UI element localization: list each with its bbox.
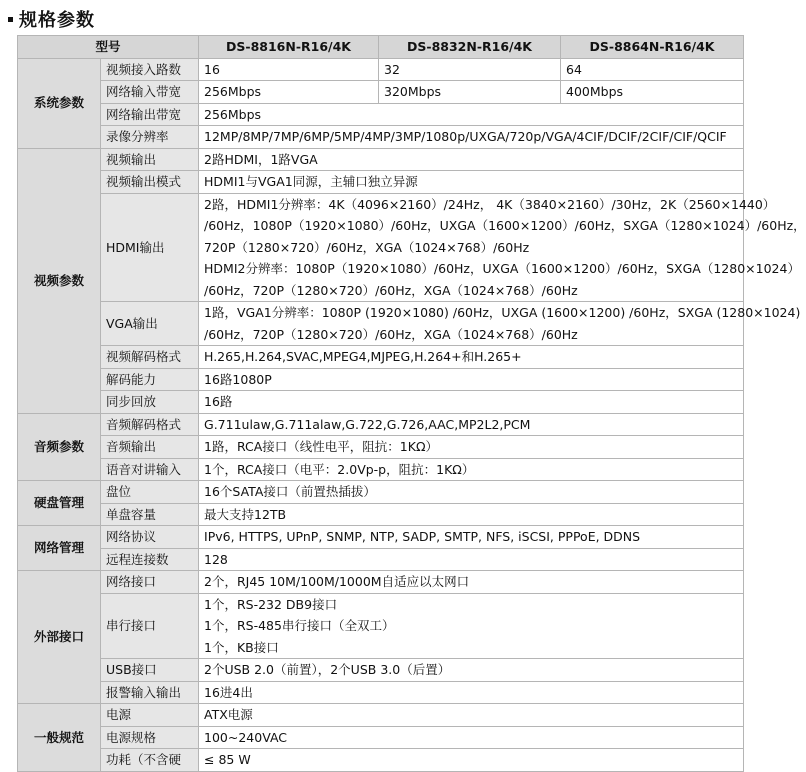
group-label: 系统参数 (18, 58, 101, 148)
row-value (199, 148, 744, 171)
value-line: HDMI1与VGA1同源，主辅口独立异源 (204, 174, 418, 189)
row-value: 64 (561, 58, 744, 81)
value-line: /60Hz，720P（1280×720）/60Hz，XGA（1024×768）/60Hz (204, 282, 578, 298)
header-model-label: 型号 (18, 36, 199, 59)
group-label: 音频参数 (18, 413, 101, 481)
table-row (18, 171, 744, 194)
table-row (18, 368, 744, 391)
table-row (18, 346, 744, 369)
row-label: 视频解码格式 (101, 346, 199, 369)
row-value (199, 458, 744, 481)
row-value (199, 481, 744, 504)
table-row (18, 193, 744, 302)
value-line: 1个，RCA接口（电平：2.0Vp-p，阻抗：1KΩ） (204, 461, 475, 477)
title-text: 规格参数 (19, 10, 95, 31)
row-label: 网络协议 (101, 526, 199, 549)
value-line: 2个USB 2.0（前置），2个USB 3.0（后置） (204, 662, 451, 677)
table-row (18, 548, 744, 571)
row-label: 同步回放 (101, 391, 199, 414)
value-line: 1个，RS-485串行接口（全双工） (204, 618, 395, 633)
value-line: /60Hz，1080P（1920×1080）/60Hz，UXGA（1600×1200）/60Hz，SXGA（1280×1024）/60Hz， (204, 218, 806, 233)
value-line: 256Mbps (204, 106, 262, 122)
table-row (18, 681, 744, 704)
row-value (199, 726, 744, 749)
table-row (18, 526, 744, 549)
value-line: 16进4出 (204, 684, 253, 700)
table-row (18, 503, 744, 526)
row-label: 网络输入带宽 (101, 81, 199, 104)
table-row (18, 436, 744, 459)
row-value (199, 436, 744, 459)
row-value (199, 413, 744, 436)
row-value (199, 503, 744, 526)
row-value (199, 593, 744, 659)
value-line: 最大支持12TB (204, 506, 287, 522)
row-value (199, 103, 744, 126)
row-value (199, 749, 744, 772)
row-value (199, 302, 801, 346)
value-line: ATX电源 (204, 707, 253, 722)
value-line: H.265,H.264,SVAC,MPEG4,MJPEG,H.264+和H.265+ (204, 349, 522, 364)
table-row (18, 749, 744, 772)
row-label: 视频输出模式 (101, 171, 199, 194)
row-value (199, 346, 744, 369)
value-line: 2路HDMI，1路VGA (204, 151, 318, 167)
value-line: ≤ 85 W (204, 752, 251, 767)
row-value (199, 659, 744, 682)
value-line: 16个SATA接口（前置热插拔） (204, 484, 376, 499)
row-value (199, 526, 744, 549)
table-row (18, 81, 744, 104)
value-line: G.711ulaw,G.711alaw,G.722,G.726,AAC,MP2L2,PCM (204, 416, 531, 432)
row-label: 报警输入输出 (101, 681, 199, 704)
table-row (18, 704, 744, 727)
table-row (18, 413, 744, 436)
table-row (18, 126, 744, 149)
row-value (199, 193, 806, 302)
table-row (18, 58, 744, 81)
table-row (18, 571, 744, 594)
row-label: 解码能力 (101, 368, 199, 391)
header-model: DS-8864N-R16/4K (561, 36, 744, 59)
row-value (199, 368, 744, 391)
row-label: 视频接入路数 (101, 58, 199, 81)
value-line: /60Hz，720P（1280×720）/60Hz，XGA（1024×768）/60Hz (204, 326, 578, 342)
table-row (18, 391, 744, 414)
value-line: 1个，KB接口 (204, 639, 279, 655)
row-label: 远程连接数 (101, 548, 199, 571)
row-value (199, 571, 744, 594)
row-value: 400Mbps (561, 81, 744, 104)
row-label: USB接口 (101, 659, 199, 682)
row-value (199, 126, 744, 149)
table-row (18, 726, 744, 749)
bullet-icon (8, 17, 13, 22)
value-line: 16路 (204, 394, 233, 409)
row-value (199, 704, 744, 727)
value-line: 12MP/8MP/7MP/6MP/5MP/4MP/3MP/1080p/UXGA/720p/VGA/4CIF/DCIF/2CIF/CIF/QCIF (204, 129, 727, 144)
row-label: 录像分辨率 (101, 126, 199, 149)
row-label: 视频输出 (101, 148, 199, 171)
value-line: 128 (204, 551, 228, 567)
row-value: 256Mbps (199, 81, 379, 104)
row-label: 功耗（不含硬 (101, 749, 199, 772)
row-label: HDMI输出 (101, 193, 199, 302)
row-value (199, 681, 744, 704)
group-label: 网络管理 (18, 526, 101, 571)
row-label: 语音对讲输入 (101, 458, 199, 481)
row-label: 网络输出带宽 (101, 103, 199, 126)
row-label: 盘位 (101, 481, 199, 504)
group-label: 外部接口 (18, 571, 101, 704)
page-title (8, 6, 95, 32)
value-line: 1路，VGA1分辨率：1080P (1920×1080) /60Hz，UXGA (1600×1200) /60Hz，SXGA (1280×1024) (204, 305, 801, 320)
value-line: 2个，RJ45 10M/100M/1000M自适应以太网口 (204, 574, 470, 589)
value-line: 2路，HDMI1分辨率：4K（4096×2160）/24Hz， 4K（3840×2160）/30Hz，2K（2560×1440） (204, 196, 776, 212)
value-line: 16路1080P (204, 371, 272, 387)
row-label: 单盘容量 (101, 503, 199, 526)
row-label: 音频解码格式 (101, 413, 199, 436)
table-row (18, 103, 744, 126)
table-header-row (18, 36, 744, 59)
table-row (18, 481, 744, 504)
table-row (18, 659, 744, 682)
group-label: 硬盘管理 (18, 481, 101, 526)
value-line: 720P（1280×720）/60Hz，XGA（1024×768）/60Hz (204, 239, 530, 255)
table-row (18, 458, 744, 481)
group-label: 一般规范 (18, 704, 101, 772)
table-row (18, 148, 744, 171)
value-line: 1个，RS-232 DB9接口 (204, 596, 338, 612)
group-label: 视频参数 (18, 148, 101, 413)
table-row (18, 593, 744, 659)
row-label: 串行接口 (101, 593, 199, 659)
row-label: VGA输出 (101, 302, 199, 346)
value-line: IPv6, HTTPS, UPnP, SNMP, NTP, SADP, SMTP, NFS, iSCSI, PPPoE, DDNS (204, 529, 641, 544)
row-value: 320Mbps (379, 81, 561, 104)
row-label: 网络接口 (101, 571, 199, 594)
table-row (18, 302, 744, 346)
row-value (199, 391, 744, 414)
row-value: 32 (379, 58, 561, 81)
header-model: DS-8816N-R16/4K (199, 36, 379, 59)
value-line: HDMI2分辨率：1080P（1920×1080）/60Hz，UXGA（1600×1200）/60Hz，SXGA（1280×1024） (204, 261, 800, 276)
row-value: 16 (199, 58, 379, 81)
value-line: 100~240VAC (204, 729, 288, 745)
row-label: 音频输出 (101, 436, 199, 459)
spec-table (17, 35, 806, 772)
row-value (199, 548, 744, 571)
row-label: 电源规格 (101, 726, 199, 749)
header-model: DS-8832N-R16/4K (379, 36, 561, 59)
row-label: 电源 (101, 704, 199, 727)
row-value (199, 171, 744, 194)
value-line: 1路，RCA接口（线性电平，阻抗：1KΩ） (204, 439, 439, 454)
